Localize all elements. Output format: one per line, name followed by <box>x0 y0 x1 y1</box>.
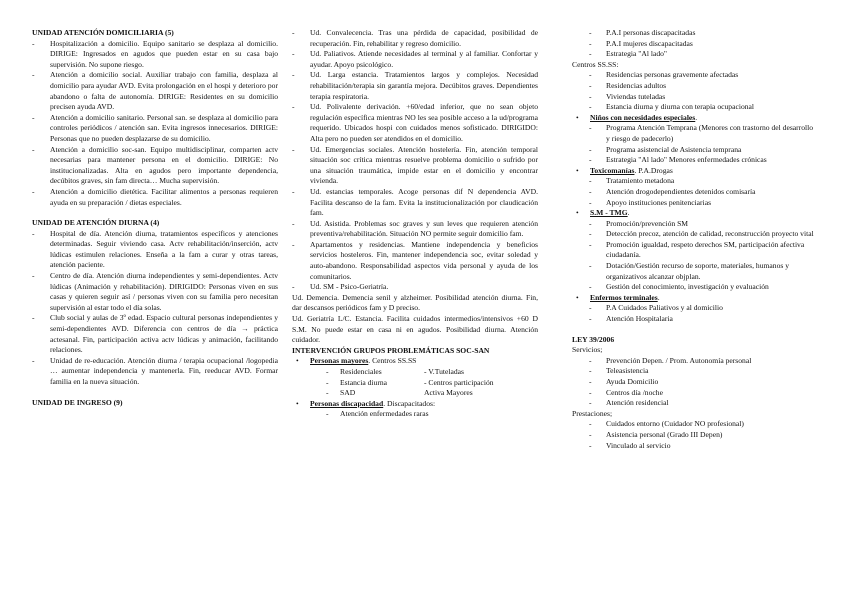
domiciliaria-list <box>32 39 278 209</box>
group-detail: . <box>657 292 660 302</box>
section-title-diurna: UNIDAD DE ATENCIÓN DIURNA (4) <box>32 218 160 228</box>
list-item <box>292 367 538 378</box>
list-item: - Ud. Asistida. Problemas soc graves y sun leves que requieren atención preventiva/rehabilitación. Situación NO permite seguir domicilio fam. <box>292 219 538 240</box>
list-item: - Ud. Polivalente derivación. +60/edad inferior, que no sean objeto regulación específica mientras NO les sea posible acceso a la ud/programa requerido. Ubicados hospi con cuidados menos sofisticado. DIRIGIDO: Alta pero no pueden ser atendidos en el domicilio. <box>292 102 538 144</box>
list-item: - Ud. Emergencias sociales. Atención hostelería. Fin, atención temporal situación soc crítica mientras resuelve problema domicilio o sufrido por una situación traumática, impide estar en el domicilio y encontrar vivienda. <box>292 145 538 187</box>
list-item: - Ayuda Domicilio <box>572 377 818 388</box>
list-item <box>292 388 538 399</box>
list-item: - Centro de día. Atención diurna independientes y semi-dependientes. Actv lúdicas (Animación y rehabilitación). DIRIGIDO: Personas viven en sus casas y quieren seguir así / personas viven con su familia pero necesitan supervisión al estar todo el día solas. <box>32 271 278 313</box>
terminal-heading <box>572 293 818 304</box>
group-label: S.M - TMG <box>590 208 628 218</box>
list-item: - Estrategia "Al lado" <box>572 49 818 60</box>
list-item: - Ud. Larga estancia. Tratamientos largos y complejos. Necesidad rehabilitación/terapia sin garantía mejora. Decúbitos graves. Dependientes terapia respiratoria. <box>292 70 538 102</box>
list-item: - Estrategia "Al lado" Menores enfermedades crónicas <box>572 155 818 166</box>
list-item <box>572 208 818 219</box>
group-label: Enfermos terminales <box>590 292 658 302</box>
diurna-list <box>32 229 278 388</box>
mayores-list <box>292 367 538 399</box>
list-item: - Atención a domicilio social. Auxiliar trabajo con familia, desplaza al domicilio para ayudar AVD. Evita prolongación en el hospi y deterioro por abandono o falta de autonomía. DIRIGE: Residentes en su domicilio precisen ayuda AVD. <box>32 70 278 112</box>
list-item: - Hospitalización a domicilio. Equipo sanitario se desplaza al domicilio. DIRIGE: Ingresados en agudos que pueden estar en su casa bajo supervisión. No supone riesgo. <box>32 39 278 71</box>
list-item <box>292 356 538 367</box>
list-item <box>292 378 538 389</box>
list-item: - Ud. Convalecencia. Tras una pérdida de capacidad, posibilidad de recuperación. Fin, rehabilitar y regreso domicilio. <box>292 28 538 49</box>
list-item: - Atención enfermedades raras <box>292 409 538 420</box>
group-label: Toxicomanías <box>590 165 635 175</box>
terminal-list <box>572 303 818 324</box>
group-label: Personas discapacidad <box>310 398 384 408</box>
ninos-heading <box>572 113 818 124</box>
cell: Estancia diurna <box>340 377 388 387</box>
list-item: - Apoyo instituciones penitenciarias <box>572 198 818 209</box>
list-item: - Promoción igualdad, respeto derechos SM, participación afectiva ciudadanía. <box>572 240 818 261</box>
list-item: - Atención a domicilio sanitario. Personal san. se desplaza al domicilio para controles periódicos / atención san. Evita ingresos innecesarios. DIRIGE: Personas que no pueden desplazarse de su domicilio. <box>32 113 278 145</box>
list-item: - Gestión del conocimiento, investigación y evaluación <box>572 282 818 293</box>
list-item: - Unidad de re-educación. Atención diurna / terapia ocupacional /logopedia … aumentar independencia y mantenerla. Fin, reeducar AVD. Formar familia en la nueva situación. <box>32 356 278 388</box>
list-item: - Detección precoz, atención de calidad, reconstrucción proyecto vital <box>572 229 818 240</box>
list-item: - Vinculado al servicio <box>572 441 818 452</box>
list-item: - P.A Cuidados Paliativos y al domicilio <box>572 303 818 314</box>
sm-list <box>572 219 818 293</box>
ninos-list <box>572 123 818 165</box>
group-detail: . Centros SS.SS <box>368 356 417 366</box>
group-detail: . P.A.Drogas <box>634 165 673 175</box>
list-item: - Atención a domicilio dietética. Facilitar alimentos a personas requieren ayuda en su preparación / dietas especiales. <box>32 187 278 208</box>
group-detail: . <box>627 208 630 218</box>
prestaciones-label: Prestaciones; <box>572 408 613 418</box>
section-title-intervencion: INTERVENCIÓN GRUPOS PROBLEMÁTICAS SOC-SAN <box>292 345 490 355</box>
list-item: - P.A.I personas discapacitadas <box>572 28 818 39</box>
cell: SAD <box>340 388 356 398</box>
group-label: Personas mayores <box>310 356 369 366</box>
list-item: - Residencias adultos <box>572 81 818 92</box>
toxico-heading <box>572 166 818 177</box>
ingreso-units-list <box>292 28 538 293</box>
centros-label: Centros SS.SS: <box>572 59 619 69</box>
list-item <box>572 293 818 304</box>
list-item: - P.A.I mujeres discapacitadas <box>572 39 818 50</box>
toxico-list <box>572 176 818 208</box>
servicios-list <box>572 356 818 409</box>
cell: - Centros participación <box>424 377 494 387</box>
cell: - V.Tuteladas <box>424 367 464 376</box>
list-item: - Viviendas tuteladas <box>572 92 818 103</box>
list-item: - Ud. Paliativos. Atiende necesidades al terminal y al familiar. Confortar y ayudar. Apoyo psicológico. <box>292 49 538 70</box>
list-item <box>292 399 538 410</box>
groups-list-2 <box>292 399 538 410</box>
discap-cont-list <box>572 28 818 60</box>
list-item: - Programa Atención Temprana (Menores con trastorno del desarrollo y riesgo de padecerlo) <box>572 123 818 144</box>
groups-list <box>292 356 538 367</box>
list-item: - Estancia diurna y diurna con terapia ocupacional <box>572 102 818 113</box>
list-item: - Tratamiento metadona <box>572 176 818 187</box>
list-item: - Asistencia personal (Grado III Depen) <box>572 430 818 441</box>
section-title-domiciliaria: UNIDAD ATENCIÓN DOMICILIARIA (5) <box>32 28 174 37</box>
column-3 <box>572 28 818 451</box>
demencia-paragraph: Ud. Demencia. Demencia senil y alzheimer. Posibilidad atención diurna. Fin, dar descansos periódicos fam y D preciso. <box>292 292 538 313</box>
list-item: - Programa asistencial de Asistencia temprana <box>572 145 818 156</box>
sm-heading <box>572 208 818 219</box>
column-1 <box>32 28 278 408</box>
list-item: - Residencias personas gravemente afectadas <box>572 70 818 81</box>
list-item: - Promoción/prevención SM <box>572 219 818 230</box>
list-item: - Hospital de día. Atención diurna, tratamientos específicos y atenciones determinadas. Seguir viviendo casa. Actv rehabilitación/inserción, actv lúdicas estimulen relaciones. Enseña a la fam a curar y otras tareas, atención paciente. <box>32 229 278 271</box>
geriatria-paragraph: Ud. Geriatría L/C. Estancia. Facilita cuidados intermedios/intensivos +60 D S.M. No puede estar en casa ni en agudos. Posibilidad diurna. Atención cuidador. <box>292 314 538 345</box>
list-item: - Atención a domicilio soc-san. Equipo multidisciplinar, comparten actv necesarias para mantener persona en el domicilio. DIRIGE: No institucionalizadas. Alta en agudos pero importante dependencia, decúbitos graves, sin fam directa… Mucha supervisión. <box>32 145 278 187</box>
prestaciones-list <box>572 419 818 451</box>
list-item: - Apartamentos y residencias. Mantiene independencia y beneficios servicios hosteleros. Fin, mantener independencia soc, evitar soledad y auto-abandono. Responsabilidad aspectos vida personal y ayuda de los comunitarios. <box>292 240 538 282</box>
list-item: - Atención drogodependientes detenidos comisaría <box>572 187 818 198</box>
list-item: - Dotación/Gestión recurso de soporte, materiales, humanos y organizativos alcanzar objplan. <box>572 261 818 282</box>
list-item: - Atención Hospitalaria <box>572 314 818 325</box>
list-item: - Cuidados entorno (Cuidador NO profesional) <box>572 419 818 430</box>
cell: Residenciales <box>340 367 382 376</box>
list-item: - Prevención Depen. / Prom. Autonomía personal <box>572 356 818 367</box>
list-item: - Ud. SM - Psico-Geriatría. <box>292 282 538 293</box>
ley-title: LEY 39/2006 <box>572 334 615 344</box>
list-item: - Ud. estancias temporales. Acoge personas dif N dependencia AVD. Facilita descanso de la fam. Evita la institucionalización por claudicación fam. <box>292 187 538 219</box>
list-item: • Niños con necesidades especiales. <box>572 113 818 124</box>
group-label: Niños con necesidades especiales <box>590 112 696 122</box>
servicios-label: Servicios; <box>572 345 603 355</box>
group-detail: . Discapacitados: <box>383 398 436 408</box>
section-title-ingreso: UNIDAD DE INGRESO (9) <box>32 397 123 407</box>
discap-list <box>292 409 538 420</box>
list-item: - Centros día /noche <box>572 388 818 399</box>
centros-list <box>572 70 818 112</box>
list-item <box>572 166 818 177</box>
cell: Activa Mayores <box>424 388 473 398</box>
list-item: - Atención residencial <box>572 398 818 409</box>
list-item: - Teleasistencia <box>572 366 818 377</box>
column-2 <box>292 28 538 420</box>
list-item: - Club social y aulas de 3º edad. Espacio cultural personas independientes y semi-dependientes AVD. Diferencia con centros de día → práctica actesanal. Fin, participación activa actv lúdicas y animación, facilitando relaciones. <box>32 313 278 355</box>
